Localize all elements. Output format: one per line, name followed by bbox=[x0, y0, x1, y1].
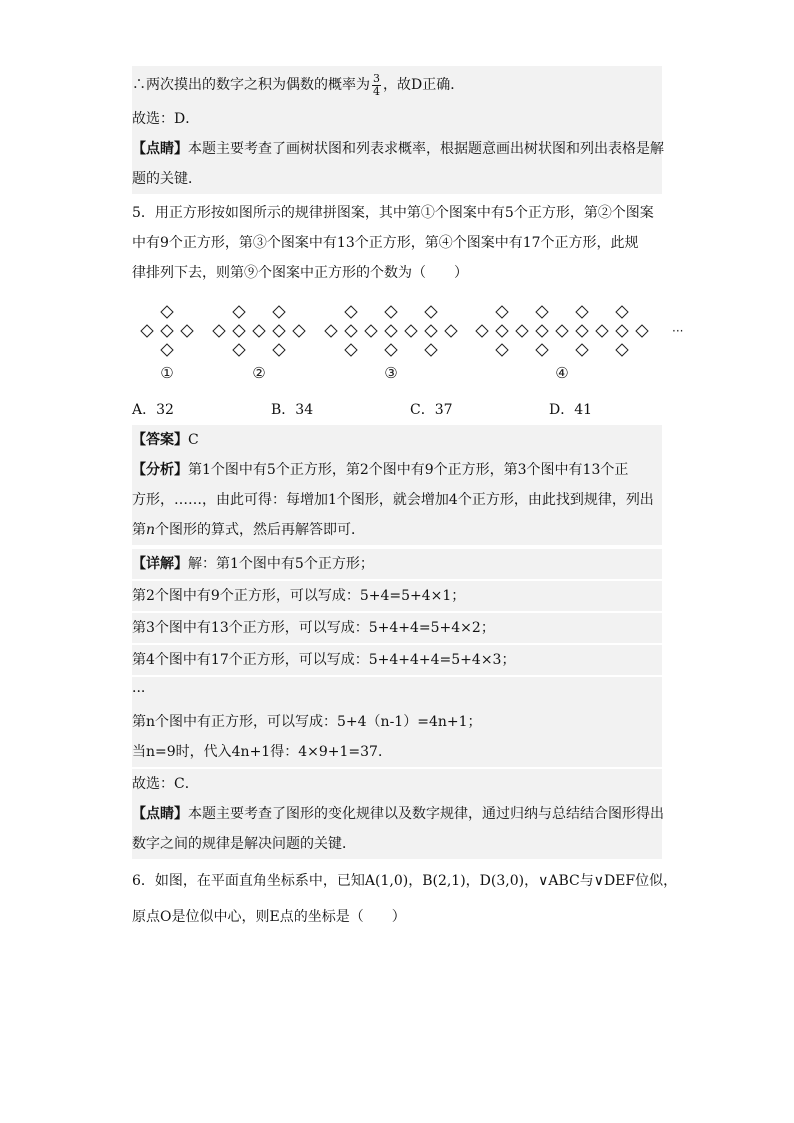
pattern-square bbox=[616, 325, 628, 337]
pattern-square bbox=[405, 325, 417, 337]
answer-line bbox=[132, 425, 662, 455]
pattern-square bbox=[425, 325, 437, 337]
detail-line-3: 第3个图中有13个正方形，可以写成：5+4+4=5+4×2； bbox=[132, 613, 662, 643]
pattern-square bbox=[325, 325, 337, 337]
prev-conclusion-text: ∴两次摸出的数字之积为偶数的概率为 bbox=[132, 77, 370, 93]
detail-text-1: 解：第1个图中有5个正方形； bbox=[188, 556, 374, 572]
figure-label-4: ④ bbox=[555, 364, 569, 382]
detail-line-7: 当n=9时，代入4n+1得：4×9+1=37． bbox=[132, 737, 662, 767]
detail-line-4: 第4个图中有17个正方形，可以写成：5+4+4+4=5+4×3； bbox=[132, 645, 662, 675]
pattern-square bbox=[385, 325, 397, 337]
comment-line-1 bbox=[132, 799, 662, 829]
pattern-square bbox=[253, 325, 265, 337]
pattern-square bbox=[616, 344, 628, 356]
pattern-square bbox=[141, 325, 153, 337]
pattern-square bbox=[536, 344, 548, 356]
prev-comment-text: 本题主要考查了画树状图和列表求概率，根据题意画出树状图和列出表格是解 bbox=[188, 141, 664, 157]
pattern-square bbox=[536, 325, 548, 337]
answer-value: C bbox=[188, 432, 199, 448]
detail-line-1 bbox=[132, 549, 662, 579]
analysis-line-3 bbox=[132, 515, 662, 545]
pattern-square bbox=[476, 325, 488, 337]
prev-choice-line: 故选：D． bbox=[132, 104, 662, 134]
pattern-square bbox=[233, 306, 245, 318]
figure-label-2: ② bbox=[252, 364, 266, 382]
pattern-square bbox=[181, 325, 193, 337]
answer-tag: 【答案】 bbox=[132, 432, 188, 448]
prev-conclusion-tail: ，故D正确． bbox=[383, 77, 465, 93]
option-d: D．41 bbox=[549, 402, 593, 418]
prev-comment-tag: 【点睛】 bbox=[132, 141, 188, 157]
pattern-square bbox=[293, 325, 305, 337]
pattern-square bbox=[345, 344, 357, 356]
pattern-square bbox=[365, 325, 377, 337]
analysis-line-1 bbox=[132, 455, 662, 485]
pattern-square bbox=[576, 344, 588, 356]
analysis-variable-n: n bbox=[146, 522, 156, 538]
pattern-square bbox=[273, 344, 285, 356]
option-c: C．37 bbox=[410, 402, 453, 418]
q5-stem-line-3: 律排列下去，则第⑨个图案中正方形的个数为（ ） bbox=[132, 265, 468, 281]
q6-stem-line-2: 原点O是位似中心，则E点的坐标是（ ） bbox=[132, 909, 406, 925]
pattern-square bbox=[616, 306, 628, 318]
pattern-square bbox=[385, 306, 397, 318]
fraction-denominator: 4 bbox=[373, 84, 380, 98]
pattern-square bbox=[425, 306, 437, 318]
figure-label-3: ③ bbox=[384, 364, 398, 382]
pattern-square bbox=[385, 344, 397, 356]
pattern-square bbox=[496, 306, 508, 318]
pattern-square bbox=[516, 325, 528, 337]
prev-comment-line-2: 题的关键． bbox=[132, 164, 662, 194]
pattern-square bbox=[273, 325, 285, 337]
figure-label-1: ① bbox=[160, 364, 174, 382]
analysis-line-2: 方形，……，由此可得：每增加1个图形，就会增加4个正方形，由此找到规律，列出 bbox=[132, 485, 662, 515]
pattern-square bbox=[445, 325, 457, 337]
analysis-text-3-post: 个图形的算式，然后再解答即可． bbox=[155, 522, 366, 538]
pattern-square bbox=[161, 344, 173, 356]
detail-line-6: 第n个图中有正方形，可以写成：5+4（n-1）=4n+1； bbox=[132, 707, 662, 737]
pattern-square bbox=[345, 325, 357, 337]
q6-stem-line-1: 6．如图，在平面直角坐标系中，已知A(1,0)，B(2,1)，D(3,0)，∨ABC与∨DEF位似， bbox=[132, 873, 678, 889]
analysis-text-3-pre: 第 bbox=[132, 522, 146, 538]
detail-line-2: 第2个图中有9个正方形，可以写成：5+4=5+4×1； bbox=[132, 581, 662, 611]
detail-line-5: ··· bbox=[132, 677, 662, 707]
pattern-square bbox=[161, 306, 173, 318]
pattern-square bbox=[496, 325, 508, 337]
fraction-numerator: 3 bbox=[373, 71, 380, 85]
pattern-square bbox=[425, 344, 437, 356]
pattern-square bbox=[161, 325, 173, 337]
analysis-tag: 【分析】 bbox=[132, 462, 188, 478]
pattern-square bbox=[536, 306, 548, 318]
q5-stem-line-1: 5．用正方形按如图所示的规律拼图案，其中第①个图案中有5个正方形，第②个图案 bbox=[132, 205, 654, 221]
pattern-square bbox=[576, 306, 588, 318]
q5-stem-line-2: 中有9个正方形，第③个图案中有13个正方形，第④个图案中有17个正方形，此规 bbox=[132, 235, 639, 251]
analysis-text-1: 第1个图中有5个正方形，第2个图中有9个正方形，第3个图中有13个正 bbox=[188, 462, 629, 478]
option-a: A．32 bbox=[132, 402, 174, 418]
pattern-square bbox=[556, 325, 568, 337]
pattern-square bbox=[345, 306, 357, 318]
detail-line-8: 故选：C． bbox=[132, 769, 662, 799]
pattern-square bbox=[273, 306, 285, 318]
pattern-square bbox=[233, 325, 245, 337]
pattern-square bbox=[233, 344, 245, 356]
comment-line-2: 数字之间的规律是解决问题的关键． bbox=[132, 829, 662, 859]
q5-pattern-figure bbox=[0, 295, 794, 390]
comment-text-1: 本题主要考查了图形的变化规律以及数字规律，通过归纳与总结结合图形得出 bbox=[188, 806, 664, 822]
detail-tag: 【详解】 bbox=[132, 556, 188, 572]
pattern-square bbox=[636, 325, 648, 337]
pattern-square bbox=[213, 325, 225, 337]
prev-comment-line-1 bbox=[132, 134, 662, 164]
pattern-square bbox=[496, 344, 508, 356]
pattern-square bbox=[576, 325, 588, 337]
pattern-square bbox=[596, 325, 608, 337]
comment-tag: 【点睛】 bbox=[132, 806, 188, 822]
prev-conclusion-line bbox=[132, 66, 662, 104]
option-b: B．34 bbox=[271, 402, 314, 418]
pattern-ellipsis: ··· bbox=[672, 324, 684, 338]
probability-fraction bbox=[372, 73, 381, 98]
